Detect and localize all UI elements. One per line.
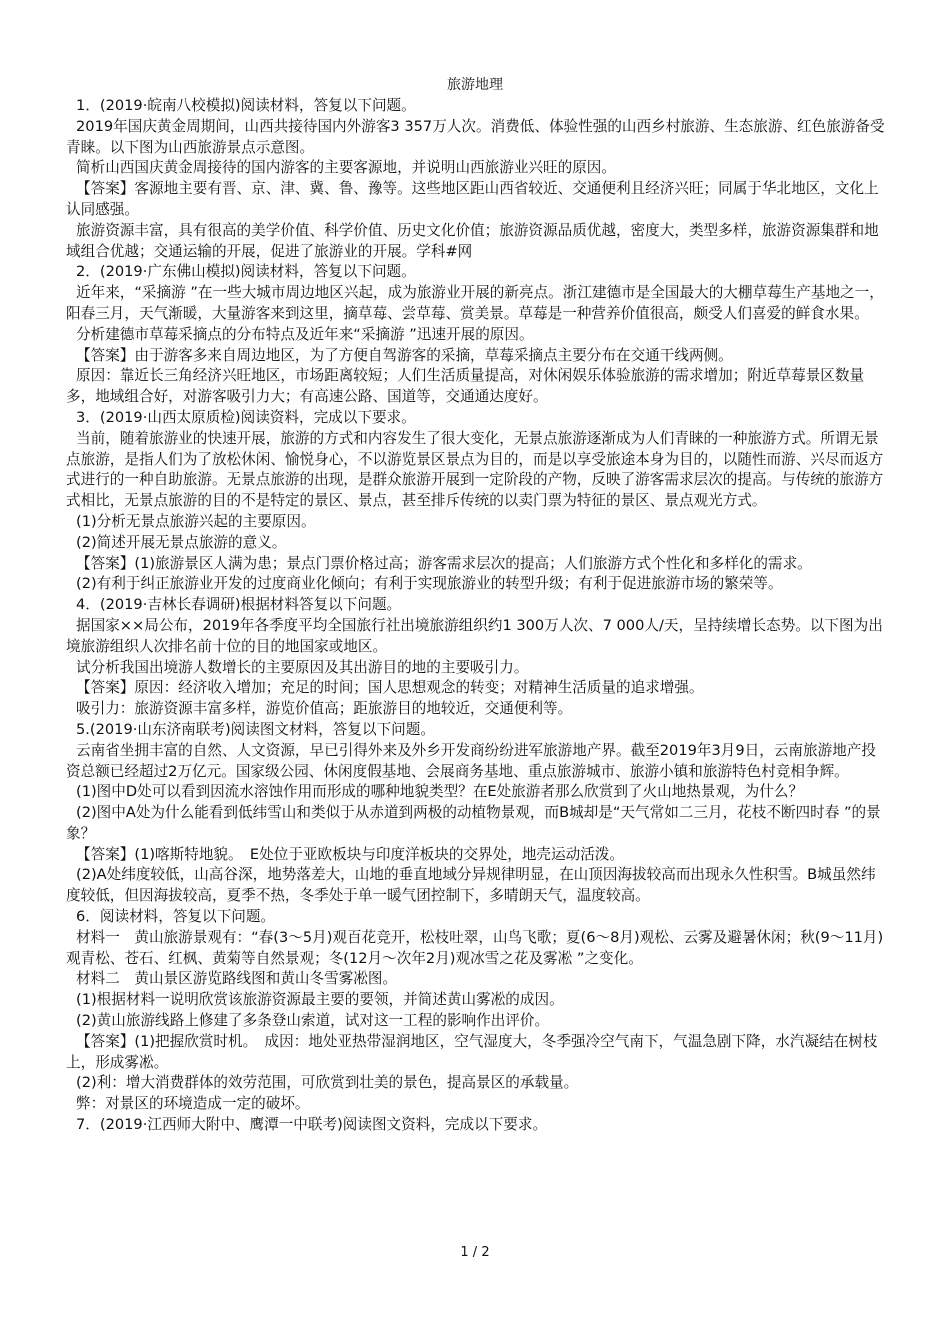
paragraph: 吸引力：旅游资源丰富多样，游览价值高；距旅游目的地较近，交通便利等。 [76, 700, 573, 718]
paragraph: (2)黄山旅游线路上修建了多条登山索道，试对这一工程的影响作出评价。 [76, 1012, 550, 1030]
paragraph: 7．(2019·江西师大附中、鹰潭一中联考)阅读图文资料，完成以下要求。 [76, 1116, 548, 1134]
paragraph: 试分析我国出境游人数增长的主要原因及其出游目的地的主要吸引力。 [76, 658, 529, 676]
paragraph: 分析建德市草莓采摘点的分布特点及近年来“采摘游 ”迅速开展的原因。 [76, 325, 534, 343]
document-title: 旅游地理 [447, 77, 503, 93]
paragraph: 2．(2019·广东佛山模拟)阅读材料，答复以下问题。 [76, 263, 416, 281]
paragraph: 据国家××局公布，2019年各季度平均全国旅行社出境旅游组织约1 300万人次、7 000人/天，呈持续增长态势。以下图为出境旅游组织人次排名前十位的目的地国家或地区。 [66, 616, 883, 655]
paragraph: 当前，随着旅游业的快速开展，旅游的方式和内容发生了很大变化，无景点旅游逐渐成为人们青睐的一种旅游方式。所谓无景点旅游，是指人们为了放松休闲、愉悦身心，不以游览景区景点为目的，而是以享受旅途本身为目的，以随性而游、兴尽而返方式进行的一种自助旅游。无景点旅游的出现，是群众旅游开展到一定阶段的产物，反映了游客需求层次的提高。与传统的旅游方式相比，无景点旅游的目的不是特定的景区、景点，甚至排斥传统的以卖门票为特征的景区、景点观光方式。 [66, 429, 884, 510]
paragraph: 旅游资源丰富，具有很高的美学价值、科学价值、历史文化价值；旅游资源品质优越，密度大，类型多样，旅游资源集群和地域组合优越；交通运输的开展，促进了旅游业的开展。学科#网 [66, 221, 879, 260]
answer-paragraph: 【答案】(1)把握欣赏时机。 成因：地处亚热带湿润地区，空气湿度大，冬季强冷空气南下，气温急剧下降，水汽凝结在树枝上，形成雾凇。 [66, 1032, 878, 1071]
answer-paragraph: 【答案】(1)喀斯特地貌。 E处位于亚欧板块与印度洋板块的交界处，地壳运动活泼。 [76, 845, 624, 863]
paragraph: (2)有利于纠正旅游业开发的过度商业化倾向；有利于实现旅游业的转型升级；有利于促进旅游市场的繁荣等。 [76, 575, 783, 593]
paragraph: 6．阅读材料，答复以下问题。 [76, 908, 276, 926]
paragraph: 原因：靠近长三角经济兴旺地区，市场距离较短；人们生活质量提高，对休闲娱乐体验旅游的需求增加；附近草莓景区数量多，地域组合好，对游客吸引力大；有高速公路、国道等，交通通达度好。 [66, 367, 865, 406]
paragraph: 4．(2019·吉林长春调研)根据材料答复以下问题。 [76, 596, 402, 614]
paragraph: (2)A处纬度较低，山高谷深，地势落差大，山地的垂直地域分异规律明显，在山顶因海拔较高而出现永久性积雪。B城虽然纬度较低，但因海拔较高，夏季不热，冬季处于单一暖气团控制下，多晴朗天气，温度较高。 [66, 866, 876, 905]
paragraph: 弊：对景区的环境造成一定的破坏。 [76, 1095, 310, 1113]
page-number: 1 / 2 [460, 1245, 490, 1260]
paragraph: (2)图中A处为什么能看到低纬雪山和类似于从赤道到两极的动植物景观，而B城却是“天气常如二三月，花枝不断四时春 ”的景象？ [66, 804, 881, 842]
paragraph: 云南省坐拥丰富的自然、人文资源，早已引得外来及外乡开发商纷纷进军旅游地产界。截至2019年3月9日，云南旅游地产投资总额已经超过2万亿元。国家级公园、休闲度假基地、会展商务基地、重点旅游城市、旅游小镇和旅游特色村竞相争辉。 [66, 741, 876, 780]
paragraph: (1)根据材料一说明欣赏该旅游资源最主要的要领，并简述黄山雾凇的成因。 [76, 991, 564, 1009]
paragraph: 3．(2019·山西太原质检)阅读资料，完成以下要求。 [76, 408, 416, 426]
paragraph: 简析山西国庆黄金周接待的国内游客的主要客源地，并说明山西旅游业兴旺的原因。 [76, 159, 616, 177]
answer-paragraph: 【答案】原因：经济收入增加；充足的时间；国人思想观念的转变；对精神生活质量的追求增强。 [76, 679, 704, 697]
paragraph: 材料二 黄山景区游览路线图和黄山冬雪雾凇图。 [76, 970, 398, 988]
paragraph: (2)利：增大消费群体的效劳范围，可欣赏到壮美的景色，提高景区的承载量。 [76, 1074, 579, 1092]
answer-paragraph: 【答案】客源地主要有晋、京、津、冀、鲁、豫等。这些地区距山西省较近、交通便利且经济兴旺；同属于华北地区，文化上认同感强。 [66, 180, 879, 218]
document-body [66, 96, 888, 1136]
paragraph: (1)分析无景点旅游兴起的主要原因。 [76, 512, 316, 530]
answer-paragraph: 【答案】(1)旅游景区人满为患；景点门票价格过高；游客需求层次的提高；人们旅游方式个性化和多样化的需求。 [76, 554, 812, 572]
paragraph: (1)图中D处可以看到因流水溶蚀作用而形成的哪种地貌类型？在E处旅游者那么欣赏到了火山地热景观，为什么？ [76, 783, 804, 801]
paragraph: 近年来，“采摘游 ”在一些大城市周边地区兴起，成为旅游业开展的新亮点。浙江建德市是全国最大的大棚草莓生产基地之一，阳春三月，天气渐暖，大量游客来到这里，摘草莓、尝草莓、赏美景。草莓是一种营养价值很高，颇受人们喜爱的鲜食水果。 [66, 284, 884, 322]
paragraph: 材料一 黄山旅游景观有：“春(3～5月)观百花竞开，松枝吐翠，山鸟飞歌；夏(6～8月)观松、云雾及避暑休闲；秋(9～11月)观青松、苍石、红枫、黄菊等自然景观；冬(12月～次年2月)观冰雪之花及雾凇 ”之变化。 [66, 928, 884, 967]
paragraph: 2019年国庆黄金周期间，山西共接待国内外游客3 357万人次。消费低、体验性强的山西乡村旅游、生态旅游、红色旅游备受青睐。以下图为山西旅游景点示意图。 [66, 117, 885, 156]
paragraph: 1．(2019·皖南八校模拟)阅读材料，答复以下问题。 [76, 97, 416, 114]
answer-paragraph: 【答案】由于游客多来自周边地区，为了方便自驾游客的采摘，草莓采摘点主要分布在交通干线两侧。 [76, 346, 733, 364]
paragraph: (2)简述开展无景点旅游的意义。 [76, 533, 287, 551]
paragraph: 5.(2019·山东济南联考)阅读图文材料，答复以下问题。 [76, 720, 435, 738]
